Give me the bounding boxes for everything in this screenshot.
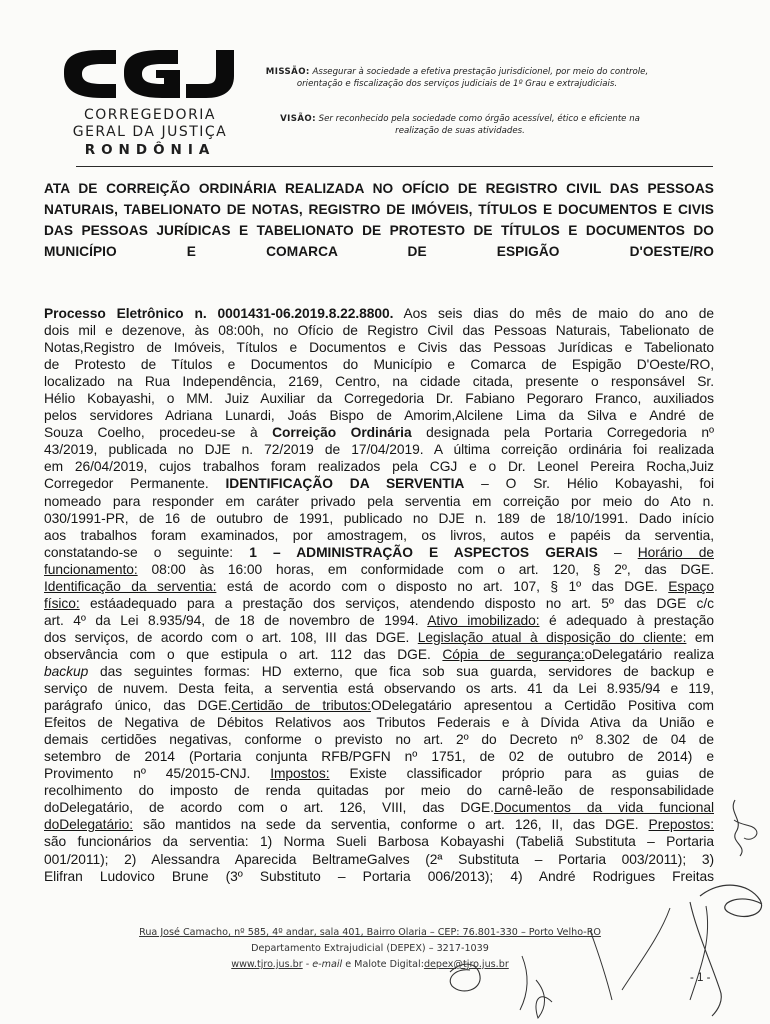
org-name-line1: CORREGEDORIA xyxy=(83,107,217,123)
body-line: Efeitos de Negativa de Débitos Relativos aos Tributos Federais e à Dívida Ativa da União e xyxy=(44,715,714,731)
subheading: Horário de xyxy=(637,544,714,560)
body-line: de Protesto de Títulos e Documentos do Município e Comarca de Espigão D'Oeste/RO, xyxy=(44,357,714,373)
subheading: Espaço xyxy=(668,578,714,594)
text-run: Existe classificador próprio para as guias de xyxy=(329,766,714,782)
body-line xyxy=(44,544,714,561)
body-line xyxy=(44,612,714,629)
process-number: Processo Eletrônico n. 0001431-06.2019.8.22.8800. xyxy=(44,306,394,321)
document-body xyxy=(44,305,714,885)
body-line: Notas,Registro de Imóveis, Títulos e Documentos e Civis das Pessoas Jurídicas e Tabelionato xyxy=(44,340,714,356)
body-line: dois mil e dezenove, às 08:00h, no Ofício de Registro Civil das Pessoas Naturais, Tabelionato de xyxy=(44,323,714,339)
vision-text: Ser reconhecido pela sociedade como órgão acessível, ético e eficiente na realização de suas atividades. xyxy=(318,114,640,136)
separator: - xyxy=(302,959,313,970)
text-run: Corregedor Permanente. xyxy=(44,476,226,492)
text-run: designada pela Portaria Corregedoria nº xyxy=(411,425,714,441)
email-link[interactable]: depex@tjro.jus.br xyxy=(423,959,509,970)
org-name-line3: RONDÔNIA xyxy=(84,142,216,158)
text-run: oDelegatário realiza xyxy=(584,646,714,662)
subheading: físico: xyxy=(44,595,80,611)
body-line xyxy=(44,475,714,492)
mission-label: MISSÃO: xyxy=(265,67,310,77)
subheading: Impostos: xyxy=(270,766,330,782)
text-run: estáadequado para a prestação dos serviços, atendendo disposto no art. 5º das DGE c/c xyxy=(79,595,714,611)
text-run: está de acordo com o disposto no art. 107, § 1º das DGE. xyxy=(216,578,669,594)
body-line: nomeado para responder em caráter privado pela serventia em correição por meio do Ato n. xyxy=(44,493,714,509)
body-line xyxy=(44,595,714,612)
body-line: 001/2011); 2) Alessandra Aparecida BeltrameGalves (2ª Substituta – Portaria 003/2011); 3) xyxy=(44,851,714,867)
body-line: são funcionários da serventia: 1) Norma Sueli Barbosa Kobayashi (Tabeliã Substituta – Portaria xyxy=(44,834,714,850)
website-link[interactable]: www.tjro.jus.br xyxy=(231,959,303,970)
body-line: localizado na Rua Independência, 2169, Centro, na cidade citada, presente o responsável Sr. xyxy=(44,374,714,390)
body-line xyxy=(44,646,714,663)
page-number: - 1 - xyxy=(690,972,711,984)
body-line: Hélio Kobayashi, o MM. Juiz Auxiliar da Corregedoria Dr. Fabiano Pegoraro Franco, auxiliados xyxy=(44,391,714,407)
text-run: das seguintes formas: HD externo, que fica sob sua guarda, servidores de backup e xyxy=(88,663,714,679)
text-run: ODelegatário apresentou a Certidão Positiva com xyxy=(370,698,714,714)
footer-address xyxy=(100,927,640,938)
section-heading: IDENTIFICAÇÃO DA SERVENTIA xyxy=(225,476,465,492)
body-line xyxy=(44,697,714,714)
org-name-line2: GERAL DA JUSTIÇA xyxy=(72,124,228,140)
subheading: Certidão de tributos: xyxy=(231,698,371,714)
address-text: Rua José Camacho, nº 585, 4º andar, sala 401, Bairro Olaria – CEP: 76.801-330 – Porto Velho-RO xyxy=(139,927,601,938)
body-line: 030/1991-PR, de 16 de outubro de 1991, publicado no DJE n. 189 de 18/10/1991. Dado início xyxy=(44,510,714,526)
body-line xyxy=(44,305,714,322)
body-line xyxy=(44,799,714,816)
body-line xyxy=(44,765,714,782)
body-line: 43/2019, publicada no DJE n. 72/2019 de 17/04/2019. A última correição ordinária foi realizada xyxy=(44,442,714,458)
subheading: Legislação atual à disposição do cliente: xyxy=(417,629,687,645)
subheading: Cópia de segurança: xyxy=(442,646,585,662)
text-run: art. 4º da Lei 8.935/94, de 18 de novembro de 1994. xyxy=(44,612,428,628)
body-line: pelos servidores Adriana Lunardi, Joás Bispo de Amorim,Alcilene Lima da Silva e André de xyxy=(44,408,714,424)
email-label: e-mail xyxy=(312,959,343,970)
mission-statement xyxy=(262,66,652,90)
footer-contact xyxy=(100,959,640,970)
body-line: serviço de nuvem. Desta feita, a serventia está observando os arts. 41 da Lei 8.935/94 e 119, xyxy=(44,681,714,697)
body-line xyxy=(44,663,714,680)
text-run: 08:00 às 16:00 horas, em conformidade com o art. 120, § 2º, das DGE. xyxy=(137,561,714,577)
body-line xyxy=(44,578,714,595)
body-line: em 26/04/2019, cujos trabalhos foram realizados pela CGJ e o Dr. Leonel Pereira Rocha,Juiz xyxy=(44,459,714,475)
body-line: demais certidões negativas, conforme o previsto no art. 2º do Decreto nº 8.302 de 04 de xyxy=(44,732,714,748)
subheading: Prepostos: xyxy=(648,817,714,833)
subheading: doDelegatário: xyxy=(44,817,134,833)
body-line xyxy=(44,561,714,578)
text-run: dos serviços, de acordo com o art. 108, III das DGE. xyxy=(44,629,418,645)
text-run: Souza Coelho, procedeu-se à xyxy=(44,425,273,441)
document-title: ATA DE CORREIÇÃO ORDINÁRIA REALIZADA NO OFÍCIO DE REGISTRO CIVIL DAS PESSOAS NATURAIS, TABELIONATO DE NOTAS, REGISTRO DE IMÓVEIS, TÍTULOS E DOCUMENTOS E CIVIS DAS PESSOAS JURÍDICAS E TABELIONATO DE PROTESTO DE TÍTULOS E DOCUMENTOS DO MUNICÍPIO E COMARCA DE ESPIGÃO D'OESTE/RO xyxy=(44,181,714,259)
section-heading: 1 – ADMINISTRAÇÃO E ASPECTOS GERAIS xyxy=(249,544,598,560)
body-line xyxy=(44,816,714,833)
body-line xyxy=(44,629,714,646)
body-line xyxy=(44,424,714,441)
text-run: doDelegatário, de acordo com o art. 126, VIII, das DGE. xyxy=(44,800,494,816)
mission-text: Assegurar à sociedade a efetiva prestação jurisdicionel, por meio do controle, orientação e fiscalização dos serviços judiciais de 1º Grau e extrajudiciais. xyxy=(296,67,649,89)
subheading: funcionamento: xyxy=(44,561,138,577)
text-run: é adequado à prestação xyxy=(539,612,714,628)
italic-term: backup xyxy=(44,663,89,679)
vision-label: VISÃO: xyxy=(280,114,316,124)
body-line: aos trabalhos foram examinados, por amostragem, os livros, autos e papéis da serventia, xyxy=(44,527,714,543)
text-run: são mantidos na sede da serventia, conforme o art. 126, II, das DGE. xyxy=(133,817,649,833)
text-run: constatando-se o seguinte: xyxy=(44,544,250,560)
bold-term: Correição Ordinária xyxy=(272,425,412,441)
text-run: em xyxy=(686,629,714,645)
cgj-logo-mark xyxy=(60,48,242,100)
subheading: Ativo imobilizado: xyxy=(427,612,540,628)
header-divider xyxy=(76,166,713,167)
body-line: Elifran Ludovico Brune (3º Substituto – Portaria 006/2013); 4) André Rodrigues Freitas xyxy=(44,868,714,884)
text-run: – O Sr. Hélio Kobayashi, foi xyxy=(464,476,714,492)
text-run: parágrafo único, das DGE. xyxy=(44,698,232,714)
text-run: Aos seis dias do mês de maio do ano de xyxy=(393,306,714,321)
malote-label: e Malote Digital: xyxy=(342,959,424,970)
text-run: Provimento nº 45/2015-CNJ. xyxy=(44,766,271,782)
body-line: setembro de 2014 (Portaria conjunta RFB/PGFN nº 1751, de 02 de outubro de 2014) e xyxy=(44,749,714,765)
text-run: – xyxy=(597,544,638,560)
text-run: observância com o que estipula o art. 112 das DGE. xyxy=(44,646,443,662)
subheading: Identificação da serventia: xyxy=(44,578,217,594)
footer-department: Departamento Extrajudicial (DEPEX) – 3217-1039 xyxy=(251,943,489,954)
body-line: recolhimento do imposto de renda quitadas por meio do carnê-leão de responsabilidade xyxy=(44,783,714,799)
subheading: Documentos da vida funcional xyxy=(493,800,714,816)
vision-statement xyxy=(270,113,650,137)
